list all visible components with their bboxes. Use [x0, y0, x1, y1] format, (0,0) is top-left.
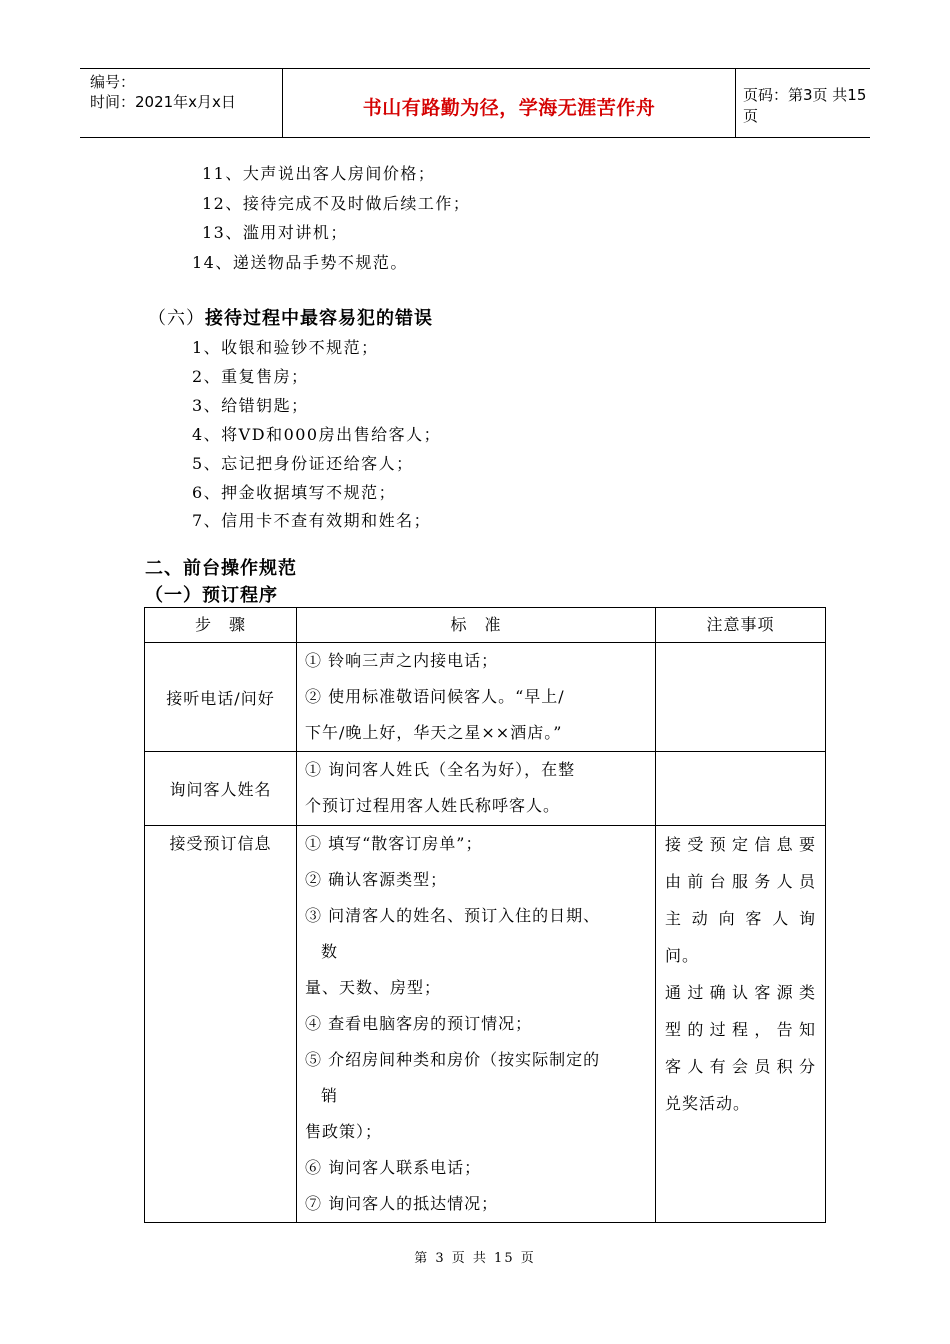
- standard-line: 个预订过程用客人姓氏称呼客人。: [305, 796, 561, 815]
- notes-cell: [656, 643, 826, 752]
- header-motto-cell: [282, 69, 736, 137]
- list-item: 13、滥用对讲机；: [202, 223, 348, 242]
- page-header: [80, 68, 870, 138]
- list-item: 12、接待完成不及时做后续工作；: [202, 194, 471, 213]
- step-cell: 询问客人姓名: [145, 752, 297, 826]
- page-footer: 第 3 页 共 15 页: [414, 1251, 536, 1266]
- standard-cell: [297, 643, 656, 752]
- standard-line: ⑥ 询问客人联系电话；: [305, 1158, 482, 1177]
- standard-line: 量、天数、房型；: [305, 978, 442, 997]
- list-item: 6、押金收据填写不规范；: [192, 483, 397, 502]
- note-line: 客人有会员积分: [665, 1057, 816, 1076]
- list-item: 7、信用卡不查有效期和姓名；: [192, 511, 432, 530]
- table-row: [145, 752, 826, 826]
- reservation-procedure-table: [144, 607, 826, 1223]
- standard-line: 下午/晚上好，华天之星××酒店。”: [305, 723, 563, 742]
- document-number-label: 编号：: [90, 73, 136, 91]
- standard-line: ④ 查看电脑客房的预订情况；: [305, 1014, 533, 1033]
- standard-line: ① 填写“散客订房单”；: [305, 834, 483, 853]
- notes-cell: [656, 752, 826, 826]
- standard-line: ⑦ 询问客人的抵达情况；: [305, 1194, 499, 1213]
- section-heading-prefix: （六）: [148, 308, 205, 329]
- header-motto: 书山有路勤为径，学海无涯苦作舟: [362, 96, 656, 119]
- note-line: 型的过程，告知: [665, 1020, 816, 1039]
- list-item: 11、大声说出客人房间价格；: [202, 164, 436, 183]
- column-header-notes: 注意事项: [656, 608, 826, 643]
- standard-line: 数: [321, 942, 339, 961]
- table-row: [145, 826, 826, 1223]
- standard-line: ⑤ 介绍房间种类和房价（按实际制定的: [305, 1050, 601, 1069]
- chapter-heading: 二、前台操作规范: [145, 558, 297, 579]
- list-item: 3、给错钥匙；: [192, 396, 309, 415]
- standard-line: ① 询问客人姓氏（全名为好），在整: [305, 760, 576, 779]
- list-item: 1、收银和验钞不规范；: [192, 338, 379, 357]
- note-line: 通过确认客源类: [665, 983, 816, 1002]
- standard-line: ② 使用标准敬语问候客人。“早上/: [305, 687, 565, 706]
- note-line: 接受预定信息要: [665, 835, 816, 854]
- list-item: 4、将VD和000房出售给客人；: [192, 425, 442, 444]
- note-line: 由前台服务人员: [665, 872, 816, 891]
- standard-line: ③ 问清客人的姓名、预订入住的日期、: [305, 906, 601, 925]
- standard-line: ① 铃响三声之内接电话；: [305, 651, 499, 670]
- document-time-label: 时间：2021年x月x日: [90, 93, 236, 111]
- section-heading: [148, 304, 433, 330]
- standard-cell: [297, 826, 656, 1223]
- list-item: 14、递送物品手势不规范。: [192, 253, 408, 272]
- standard-line: ② 确认客源类型；: [305, 870, 448, 889]
- standard-line: 销: [321, 1086, 339, 1105]
- step-cell: 接受预订信息: [145, 826, 297, 1223]
- list-item: 2、重复售房；: [192, 367, 309, 386]
- section-heading-title: 接待过程中最容易犯的错误: [205, 308, 433, 329]
- table-header-row: [145, 608, 826, 643]
- column-header-step: 步 骤: [145, 608, 297, 643]
- subsection-heading: （一）预订程序: [145, 585, 278, 606]
- note-line: 兑奖活动。: [665, 1094, 751, 1113]
- note-line: 问。: [665, 946, 700, 965]
- list-item: 5、忘记把身份证还给客人；: [192, 454, 414, 473]
- header-page-number: 页码：第3页 共15页: [743, 86, 867, 125]
- standard-line: 售政策）；: [305, 1122, 383, 1141]
- step-cell: 接听电话/问好: [145, 643, 297, 752]
- header-meta: [80, 69, 282, 137]
- column-header-standard: 标 准: [297, 608, 656, 643]
- table-row: [145, 643, 826, 752]
- standard-cell: [297, 752, 656, 826]
- note-line: 主动向客人询: [665, 909, 816, 928]
- notes-cell: [656, 826, 826, 1223]
